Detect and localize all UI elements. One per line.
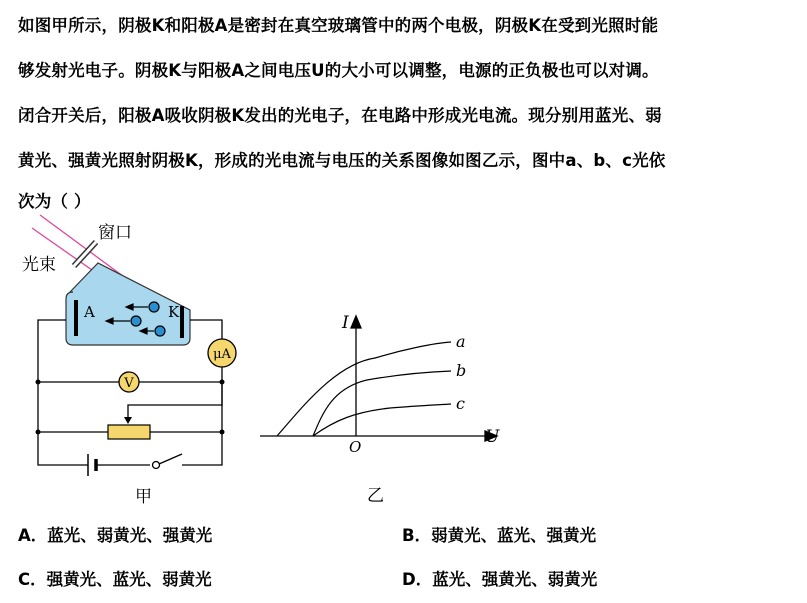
origin-label: O	[349, 438, 362, 456]
microammeter-label: μA	[213, 347, 231, 362]
question-line: 够发射光电子。阴极K与阳极A之间电压U的大小可以调整，电源的正负极也可以对调。	[18, 61, 659, 80]
option-c[interactable]	[18, 566, 212, 590]
option-c-text: 强黄光、蓝光、弱黄光	[46, 570, 212, 589]
curve-a	[277, 342, 451, 436]
curve-c	[313, 404, 451, 436]
figure-yi	[255, 300, 515, 515]
option-d-letter: D．	[402, 570, 433, 589]
option-a-letter: A．	[18, 526, 48, 545]
option-a-text: 蓝光、弱黄光、强黄光	[47, 526, 213, 545]
option-a[interactable]	[18, 522, 212, 546]
slider-arrow-icon	[124, 417, 132, 424]
option-b[interactable]	[402, 522, 596, 546]
option-b-letter: B．	[402, 526, 432, 545]
anode-label: A	[84, 303, 95, 321]
voltmeter-label: V	[124, 376, 134, 391]
question-line: 次为（ ）	[18, 192, 91, 211]
cathode-label: K	[168, 303, 180, 321]
curve-a-label: a	[456, 332, 466, 351]
beam-label: 光束	[22, 255, 56, 275]
question-line: 闭合开关后，阳极A吸收阴极K发出的光电子，在电路中形成光电流。现分别用蓝光、弱	[18, 106, 662, 125]
question-line: 如图甲所示，阴极K和阳极A是密封在真空玻璃管中的两个电极，阴极K在受到光照时能	[18, 16, 659, 35]
curve-b-label: b	[456, 361, 467, 380]
caption-yi: 乙	[367, 486, 384, 506]
curve-c-label: c	[456, 394, 465, 413]
figure-jia	[0, 210, 260, 510]
caption-jia: 甲	[135, 487, 152, 507]
curve-b	[313, 371, 451, 436]
x-axis-label: U	[485, 427, 500, 447]
curves	[277, 342, 451, 436]
switch-icon	[153, 454, 183, 469]
option-d[interactable]	[402, 566, 597, 590]
question-line: 黄光、强黄光照射阴极K，形成的光电流与电压的关系图像如图乙示，图中a、b、c光依	[18, 151, 666, 170]
option-d-text: 蓝光、强黄光、弱黄光	[432, 570, 598, 589]
battery-icon	[88, 454, 96, 476]
window-label: 窗口	[98, 223, 132, 243]
y-axis-label: I	[342, 313, 349, 333]
rheostat-icon	[108, 425, 150, 439]
option-b-text: 弱黄光、蓝光、强黄光	[431, 526, 597, 545]
option-c-letter: C．	[18, 570, 47, 589]
